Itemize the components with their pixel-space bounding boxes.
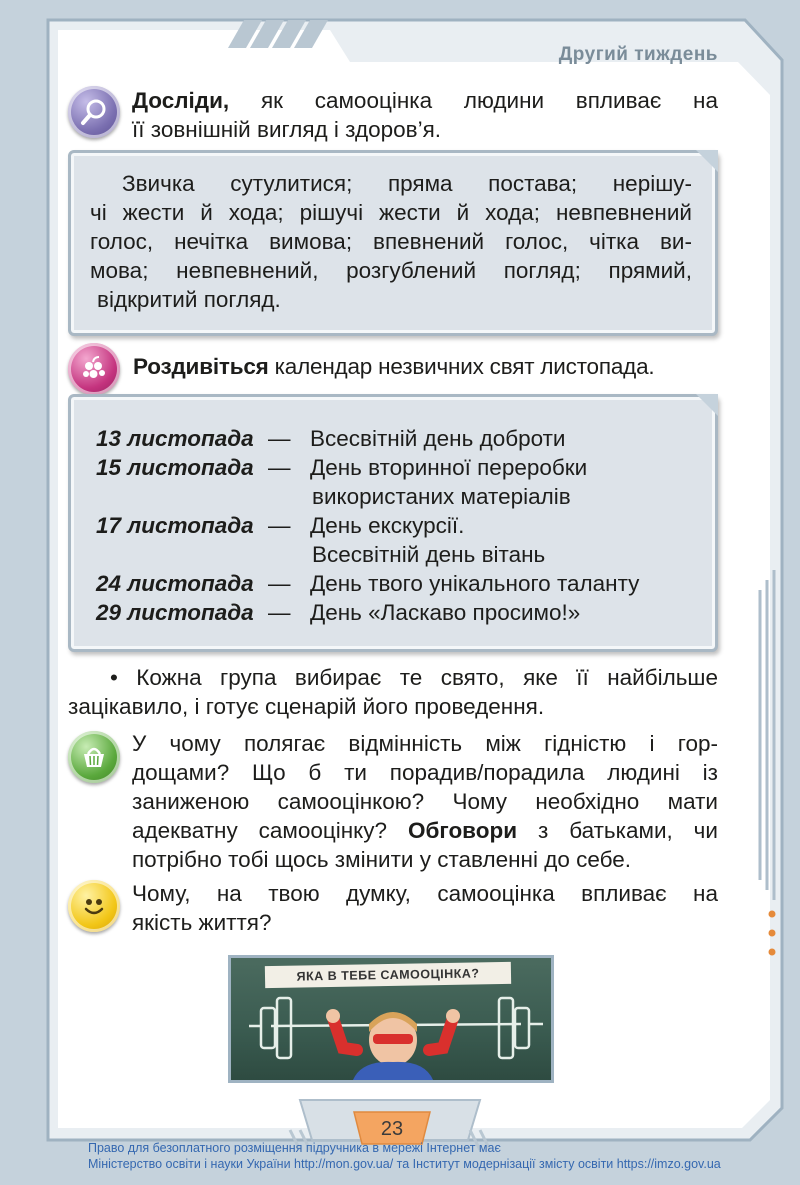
discuss-line-5: потрібно тобі щось змінити у ставленні до себе. — [132, 847, 631, 872]
group-task-line-2: зацікавило, і готує сценарій його проведення. — [68, 694, 545, 719]
calendar-row — [96, 424, 310, 453]
discuss-line-1: У чому полягає відмінність між гідністю і гор- — [132, 731, 718, 756]
discuss-line-2: дощами? Що б ти порадив/порадила людині із — [132, 760, 718, 785]
calendar-row — [96, 598, 310, 627]
research-text: як самооцінка людини впливає на — [260, 88, 718, 113]
calendar-event: День «Ласкаво просимо!» — [310, 600, 581, 625]
look-lead: Роздивіться — [133, 354, 269, 379]
calendar-dash: — — [268, 600, 291, 625]
basket-icon — [68, 731, 120, 783]
group-task-line-1: • Кожна група вибирає те свято, яке її найбільше — [110, 665, 718, 690]
magnifier-icon — [68, 86, 120, 138]
look-line — [133, 352, 723, 381]
calendar-event: День вторинної переробки — [310, 455, 588, 480]
self-esteem-photo — [228, 955, 554, 1083]
calendar-row — [96, 453, 310, 482]
think-line-2: якість життя? — [132, 910, 272, 935]
behaviour-line-1: Звичка сутулитися; пряма постава; нерішу- — [122, 171, 692, 196]
page-number: 23 — [380, 1118, 404, 1140]
barbell-drawing — [231, 958, 554, 1083]
look-text: календар незвичних свят листопада. — [274, 354, 655, 379]
calendar-event: День твого унікального таланту — [310, 571, 640, 596]
calendar-date: 24 листопада — [96, 571, 254, 596]
calendar-dash: — — [268, 571, 291, 596]
box-corner — [696, 150, 718, 172]
discuss-lead: Обговори — [407, 818, 518, 843]
research-lead: Досліди, — [132, 88, 230, 113]
calendar-dash: — — [268, 455, 291, 480]
calendar-event-cont: Всесвітній день вітань — [312, 542, 546, 567]
calendar-date: 17 листопада — [96, 513, 254, 538]
calendar-event-cont: використаних матеріалів — [312, 484, 571, 509]
calendar-row — [96, 569, 310, 598]
calendar-date: 29 листопада — [96, 600, 254, 625]
calendar-date: 15 листопада — [96, 455, 254, 480]
berries-icon — [68, 343, 120, 395]
footer-line-2: Міністерство освіти і науки України http://mon.gov.ua/ та Інститут модернізації змісту освіти https://imzo.gov.ua — [88, 1157, 721, 1171]
calendar-dash: — — [268, 426, 291, 451]
footer — [88, 1140, 728, 1172]
research-line-1 — [132, 86, 718, 115]
calendar-dash: — — [268, 513, 291, 538]
section-title: Другий тиждень — [558, 44, 718, 65]
smiley-icon — [68, 880, 120, 932]
think-line-1: Чому, на твою думку, самооцінка впливає на — [132, 881, 718, 906]
discuss-line-3: заниженою самооцінкою? Чому необхідно мати — [132, 789, 718, 814]
footer-line-1: Право для безоплатного розміщення підручника в мережі Інтернет має — [88, 1141, 501, 1155]
calendar-event: Всесвітній день доброти — [310, 426, 566, 451]
photo-banner: ЯКА В ТЕБЕ САМООЦІНКА? — [265, 962, 511, 988]
discuss-text: адекватну самооцінку? — [132, 818, 388, 843]
box-corner — [696, 394, 718, 416]
discuss-text: з батьками, чи — [537, 818, 718, 843]
behaviour-line-3: голос, нечітка вимова; впевнений голос, чітка ви- — [90, 229, 692, 254]
discuss-line-4 — [132, 816, 718, 845]
behaviour-line-5: відкритий погляд. — [97, 287, 281, 312]
calendar-row — [96, 511, 310, 540]
calendar-date: 13 листопада — [96, 426, 254, 451]
behaviour-line-2: чі жести й хода; рішучі жести й хода; невпевнений — [90, 200, 692, 225]
behaviour-line-4: мова; невпевнений, розгублений погляд; прямий, — [90, 258, 692, 283]
calendar-event: День екскурсії. — [310, 513, 465, 538]
research-line-2: її зовнішній вигляд і здоров’я. — [132, 117, 442, 142]
